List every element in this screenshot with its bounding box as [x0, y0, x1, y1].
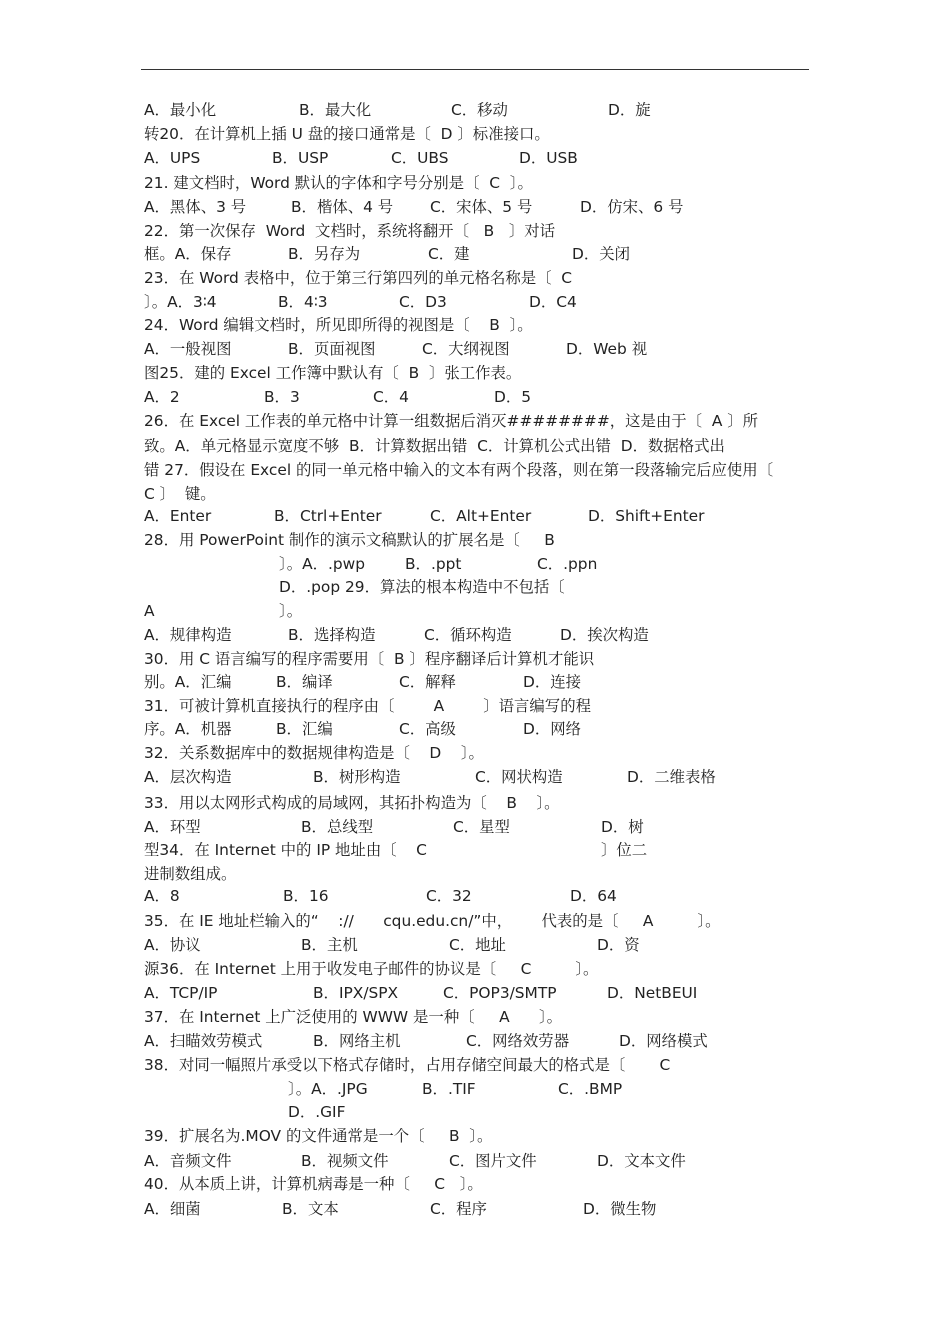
text-line: D．文本文件: [597, 1152, 686, 1170]
text-line: 23．在 Word 表格中，位于第三行第四列的单元格名称是〔 C: [144, 269, 573, 287]
text-line: C．.ppn: [537, 555, 598, 573]
text-line: B．楷体、4 号: [291, 198, 394, 216]
text-line: A．2: [144, 388, 180, 406]
text-line: 22．第一次保存 Word 文档时，系统将翻开〔 B 〕对话: [144, 222, 556, 240]
text-line: 别。A．汇编: [144, 673, 232, 691]
text-line: 21. 建文档时，Word 默认的字体和字号分别是〔 C 〕。: [144, 174, 533, 192]
text-line: 源36．在 Internet 上用于收发电子邮件的协议是〔 C 〕。: [144, 960, 599, 978]
text-line: 39．扩展名为.MOV 的文件通常是一个〔 B 〕。: [144, 1127, 493, 1145]
text-line: A．8: [144, 887, 180, 905]
text-line: A．规律构造: [144, 626, 232, 644]
text-line: 转20．在计算机上插 U 盘的接口通常是〔 D 〕标准接口。: [144, 125, 550, 143]
text-line: 33．用以太网形式构成的局域网，其拓扑构造为〔 B 〕。: [144, 794, 560, 812]
text-line: 致。A．单元格显示宽度不够 B．计算数据出错 C．计算机公式出错 D．数据格式出: [144, 437, 725, 455]
text-line: 框。A．保存: [144, 245, 232, 263]
text-line: A．Enter: [144, 507, 212, 525]
text-line: 进制数组成。: [144, 865, 237, 883]
text-line: C．UBS: [391, 149, 449, 167]
text-line: C．.BMP: [558, 1080, 623, 1098]
text-line: D．5: [494, 388, 532, 406]
text-line: B．16: [283, 887, 329, 905]
text-line: D．挨次构造: [560, 626, 649, 644]
text-line: C．D3: [399, 293, 447, 311]
text-line: B．选择构造: [288, 626, 376, 644]
text-line: C．4: [373, 388, 409, 406]
text-line: C．移动: [451, 101, 508, 119]
text-line: A．细菌: [144, 1200, 201, 1218]
text-line: D．关闭: [572, 245, 631, 263]
text-line: 〕位二: [601, 841, 648, 859]
text-line: 24．Word 编辑文档时，所见即所得的视图是〔 B 〕。: [144, 316, 533, 334]
text-line: C．循环构造: [424, 626, 512, 644]
text-line: D．USB: [519, 149, 578, 167]
text-line: A．UPS: [144, 149, 201, 167]
text-line: D．Web 视: [566, 340, 648, 358]
text-line: C．图片文件: [449, 1152, 537, 1170]
text-line: D．.GIF: [288, 1103, 346, 1121]
text-line: D．微生物: [583, 1200, 657, 1218]
text-line: D．连接: [523, 673, 582, 691]
text-line: C．Alt+Enter: [430, 507, 532, 525]
text-line: 30．用 C 语言编写的程序需要用〔 B 〕程序翻译后计算机才能识: [144, 650, 595, 668]
text-line: D．二维表格: [627, 768, 716, 786]
text-line: D．网络: [523, 720, 582, 738]
text-line: B．Ctrl+Enter: [274, 507, 382, 525]
text-line: B．汇编: [276, 720, 333, 738]
text-line: B．.TIF: [422, 1080, 476, 1098]
text-line: 〕。: [279, 602, 303, 620]
text-line: C 〕 键。: [144, 485, 216, 503]
text-line: B．主机: [301, 936, 358, 954]
text-line: C．建: [428, 245, 470, 263]
text-line: B．.ppt: [405, 555, 462, 573]
text-line: A．黑体、3 号: [144, 198, 247, 216]
header-rule: [141, 69, 809, 70]
text-line: C．宋体、5 号: [430, 198, 533, 216]
text-line: A．音频文件: [144, 1152, 232, 1170]
text-line: D．网络模式: [619, 1032, 708, 1050]
text-line: D．旋: [608, 101, 651, 119]
text-line: D．树: [601, 818, 644, 836]
text-line: B．3: [264, 388, 300, 406]
text-line: 38．对同一幅照片承受以下格式存储时，占用存储空间最大的格式是〔 C: [144, 1056, 671, 1074]
text-line: A．层次构造: [144, 768, 232, 786]
text-line: C．地址: [449, 936, 506, 954]
text-line: 26．在 Excel 工作表的单元格中计算一组数据后消灭########，这是由于〔 A 〕所: [144, 412, 759, 430]
text-line: A: [144, 602, 155, 620]
text-line: B．4∶3: [278, 293, 328, 311]
text-line: B．视频文件: [301, 1152, 389, 1170]
text-line: A．最小化: [144, 101, 217, 119]
text-line: C．星型: [453, 818, 510, 836]
text-line: 序。A．机器: [144, 720, 232, 738]
text-line: A．TCP/IP: [144, 984, 218, 1002]
text-line: 〕。A．.JPG: [288, 1080, 368, 1098]
text-line: B．编译: [276, 673, 333, 691]
text-line: 型34．在 Internet 中的 IP 地址由〔 C: [144, 841, 427, 859]
text-line: C．高级: [399, 720, 456, 738]
text-line: B．IPX/SPX: [313, 984, 399, 1002]
text-line: C．解释: [399, 673, 456, 691]
text-line: 〕。A．.pwp: [279, 555, 366, 573]
text-line: D．仿宋、6 号: [580, 198, 684, 216]
text-line: D．NetBEUI: [607, 984, 698, 1002]
text-line: A．一般视图: [144, 340, 232, 358]
text-line: B．USP: [272, 149, 329, 167]
text-line: 〕。A．3∶4: [144, 293, 217, 311]
text-line: 错 27．假设在 Excel 的同一单元格中输入的文本有两个段落，则在第一段落输完后应使用〔: [144, 461, 774, 479]
text-line: 37．在 Internet 上广泛使用的 WWW 是一种〔 A 〕。: [144, 1008, 563, 1026]
text-line: A．环型: [144, 818, 201, 836]
text-line: B．树形构造: [313, 768, 401, 786]
text-line: B．最大化: [299, 101, 372, 119]
text-line: B．文本: [282, 1200, 339, 1218]
text-line: 35．在 IE 地址栏输入的“ :// cqu.edu.cn/”中， 代表的是〔 A 〕。: [144, 912, 721, 930]
text-line: 32．关系数据库中的数据规律构造是〔 D 〕。: [144, 744, 484, 762]
text-line: D．.pop 29．算法的根本构造中不包括〔: [279, 578, 565, 596]
text-line: 28．用 PowerPoint 制作的演示文稿默认的扩展名是〔 B: [144, 531, 555, 549]
text-line: B．网络主机: [313, 1032, 401, 1050]
text-line: A．扫瞄效劳模式: [144, 1032, 263, 1050]
text-line: D．资: [597, 936, 640, 954]
text-line: D．C4: [529, 293, 577, 311]
text-line: 40．从本质上讲，计算机病毒是一种〔 C 〕。: [144, 1175, 483, 1193]
text-line: C．网络效劳器: [466, 1032, 570, 1050]
text-line: C．POP3/SMTP: [443, 984, 557, 1002]
text-line: C．网状构造: [475, 768, 563, 786]
text-line: B．总线型: [301, 818, 374, 836]
text-line: C．大纲视图: [422, 340, 510, 358]
text-line: C．32: [426, 887, 472, 905]
text-line: 图25．建的 Excel 工作簿中默认有〔 B 〕张工作表。: [144, 364, 522, 382]
text-line: C．程序: [430, 1200, 487, 1218]
text-line: 31．可被计算机直接执行的程序由〔 A 〕语言编写的程: [144, 697, 591, 715]
text-line: D．Shift+Enter: [588, 507, 705, 525]
text-line: B．另存为: [288, 245, 361, 263]
text-line: D．64: [570, 887, 617, 905]
text-line: A．协议: [144, 936, 201, 954]
text-line: B．页面视图: [288, 340, 376, 358]
